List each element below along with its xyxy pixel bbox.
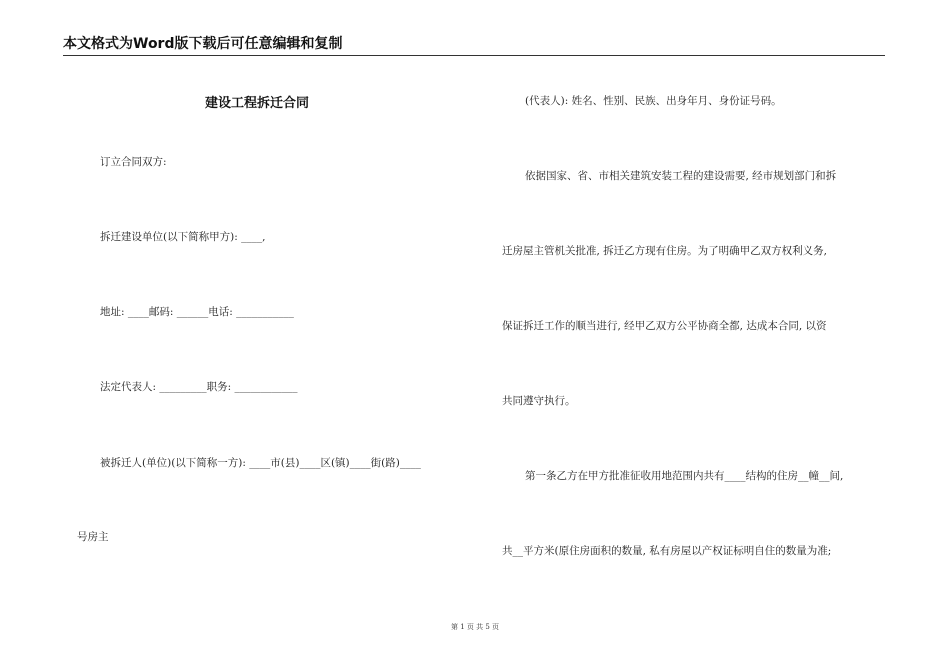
left-para-party-a: 拆迁建设单位(以下简称甲方): ____, [100, 231, 266, 243]
left-para-address: 地址: ____邮码: ______电话: ___________ [100, 306, 294, 318]
right-para-rep-info: (代表人): 姓名、性别、民族、出身年月、身份证号码。 [525, 95, 782, 107]
download-notice-header: 本文格式为Word版下载后可任意编辑和复制 [63, 36, 343, 52]
header-divider [63, 55, 885, 56]
left-para-parties: 订立合同双方: [100, 156, 167, 168]
right-para-basis-line1: 依据国家、省、市相关建筑安装工程的建设需要, 经市规划部门和拆 [525, 170, 837, 182]
right-para-basis-line3: 保证拆迁工作的顺当进行, 经甲乙双方公平协商全都, 达成本合同, 以资 [502, 320, 827, 332]
right-para-article1-line2: 共__平方米(原住房面积的数量, 私有房屋以产权证标明自住的数量为准; [502, 545, 832, 557]
right-para-basis-line4: 共同遵守执行。 [502, 395, 576, 407]
page-number: 第 1 页 共 5 页 [450, 623, 500, 631]
right-para-basis-line2: 迁房屋主管机关批准, 拆迁乙方现有住房。为了明确甲乙双方权利义务, [502, 245, 828, 257]
left-para-party-b: 被拆迁人(单位)(以下简称一方): ____市(县)____区(镇)____街(路)____ [100, 457, 421, 469]
right-para-article1-line1: 第一条乙方在甲方批准征收用地范围内共有____结构的住房__幢__间, [525, 470, 844, 482]
contract-title: 建设工程拆迁合同 [205, 96, 310, 111]
left-para-legal-rep: 法定代表人: _________职务: ____________ [100, 381, 298, 393]
left-para-house-owner: 号房主 [77, 531, 109, 543]
